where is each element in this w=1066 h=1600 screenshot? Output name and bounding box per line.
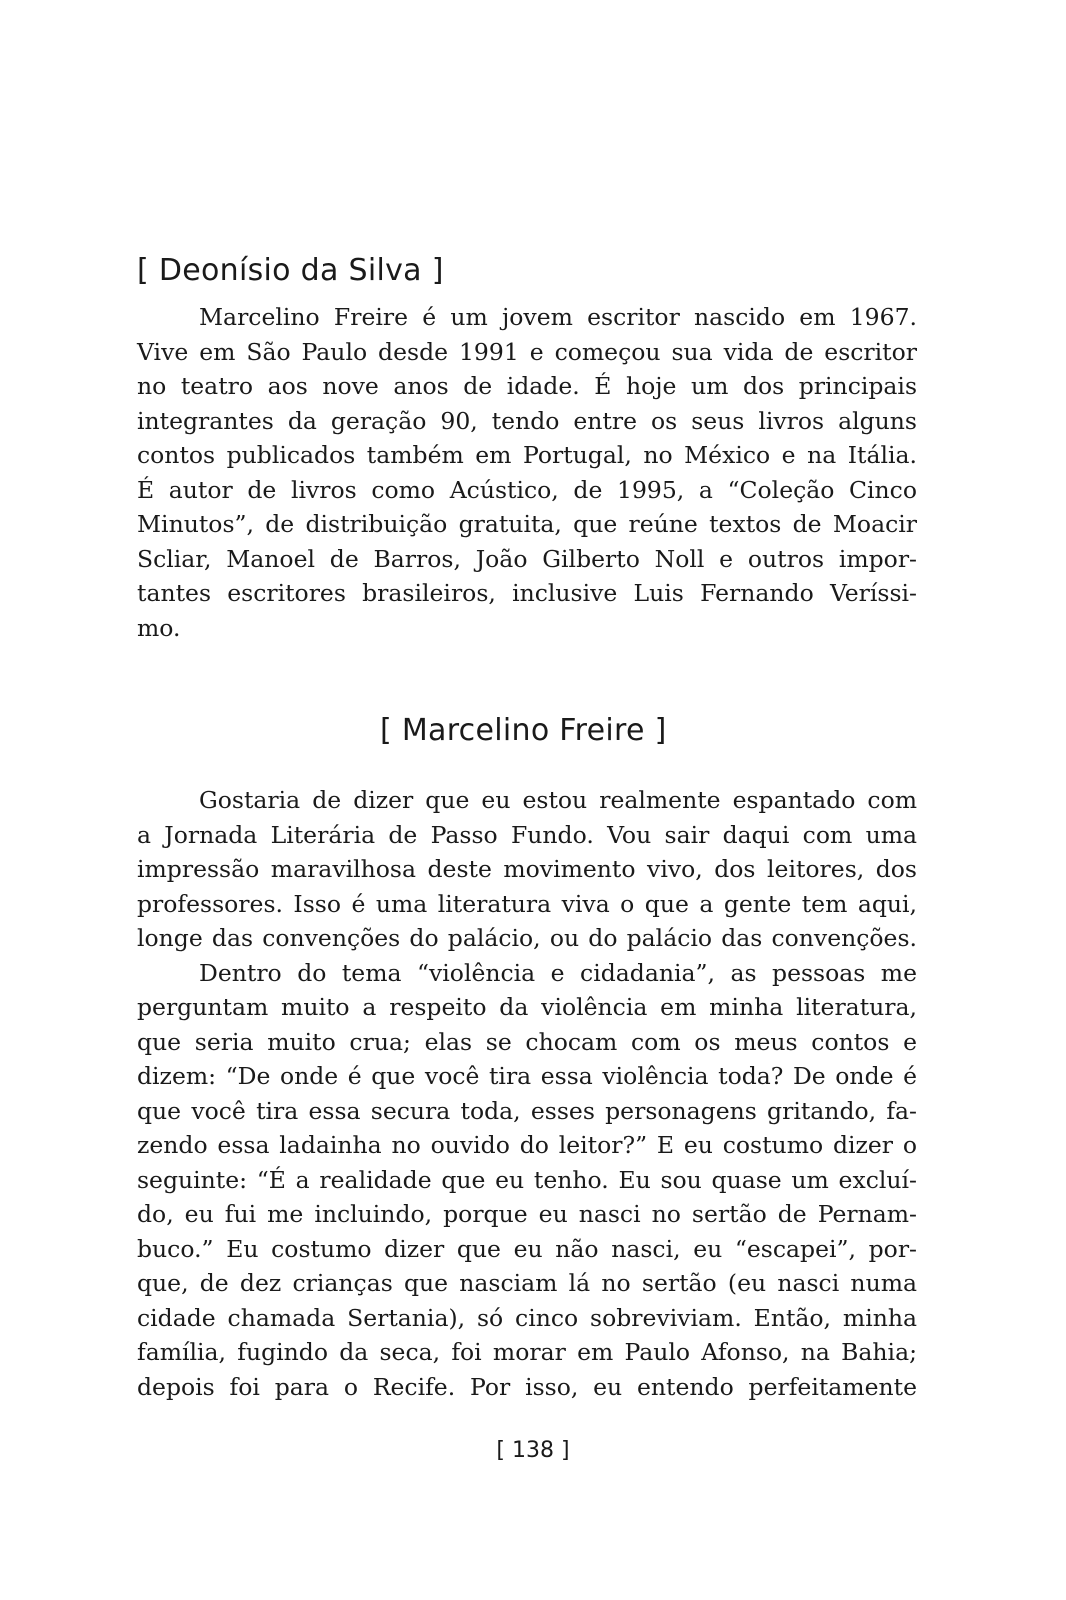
text-line: no teatro aos nove anos de idade. É hoje um dos principais: [137, 372, 917, 400]
text-line: do, eu fui me incluindo, porque eu nasci no sertão de Pernam-: [137, 1200, 917, 1228]
text-line: zendo essa ladainha no ouvido do leitor?” E eu costumo dizer o: [137, 1131, 917, 1159]
text-line: a Jornada Literária de Passo Fundo. Vou sair daqui com uma: [137, 820, 917, 849]
text-line: É autor de livros como Acústico, de 1995, a “Coleção Cinco: [137, 475, 917, 504]
text-line: integrantes da geração 90, tendo entre os seus livros alguns: [137, 406, 917, 435]
text-line: que, de dez crianças que nasciam lá no sertão (eu nasci numa: [137, 1269, 917, 1297]
text-line: tantes escritores brasileiros, inclusive Luis Fernando Veríssi-: [137, 579, 917, 607]
text-line: professores. Isso é uma literatura viva o que a gente tem aqui,: [137, 889, 917, 918]
page-number: [ 138 ]: [496, 1438, 570, 1463]
text-line: cidade chamada Sertania), só cinco sobreviviam. Então, minha: [137, 1303, 917, 1332]
text-line: Gostaria de dizer que eu estou realmente espantado com: [199, 786, 917, 814]
text-line: Minutos”, de distribuição gratuita, que reúne textos de Moacir: [137, 510, 917, 538]
text-line: Scliar, Manoel de Barros, João Gilberto Noll e outros impor-: [137, 544, 917, 573]
text-line: dizem: “De onde é que você tira essa violência toda? De onde é: [137, 1062, 917, 1090]
paragraph-deonisio: [137, 300, 917, 645]
section-heading-deonisio: [ Deonísio da Silva ]: [137, 253, 444, 288]
text-line: família, fugindo da seca, foi morar em Paulo Afonso, na Bahia;: [137, 1338, 917, 1366]
text-line: mo.: [137, 613, 181, 642]
section-heading-marcelino: [ Marcelino Freire ]: [380, 713, 667, 748]
text-line: depois foi para o Recife. Por isso, eu entendo perfeitamente: [137, 1372, 917, 1401]
text-line: impressão maravilhosa deste movimento vivo, dos leitores, dos: [137, 855, 917, 883]
paragraph-marcelino: [137, 783, 917, 1404]
text-line: que seria muito crua; elas se chocam com os meus contos e: [137, 1027, 917, 1056]
text-line: longe das convenções do palácio, ou do palácio das convenções.: [137, 924, 917, 952]
text-line: buco.” Eu costumo dizer que eu não nasci, eu “escapei”, por-: [137, 1234, 917, 1263]
text-line: Marcelino Freire é um jovem escritor nascido em 1967.: [199, 303, 917, 331]
text-line: que você tira essa secura toda, esses personagens gritando, fa-: [137, 1096, 917, 1125]
text-line: seguinte: “É a realidade que eu tenho. Eu sou quase um excluí-: [137, 1165, 917, 1194]
text-line: perguntam muito a respeito da violência em minha literatura,: [137, 993, 917, 1021]
text-line: Vive em São Paulo desde 1991 e começou sua vida de escritor: [137, 337, 917, 366]
text-line: contos publicados também em Portugal, no México e na Itália.: [137, 441, 917, 469]
text-line: Dentro do tema “violência e cidadania”, as pessoas me: [199, 958, 917, 987]
